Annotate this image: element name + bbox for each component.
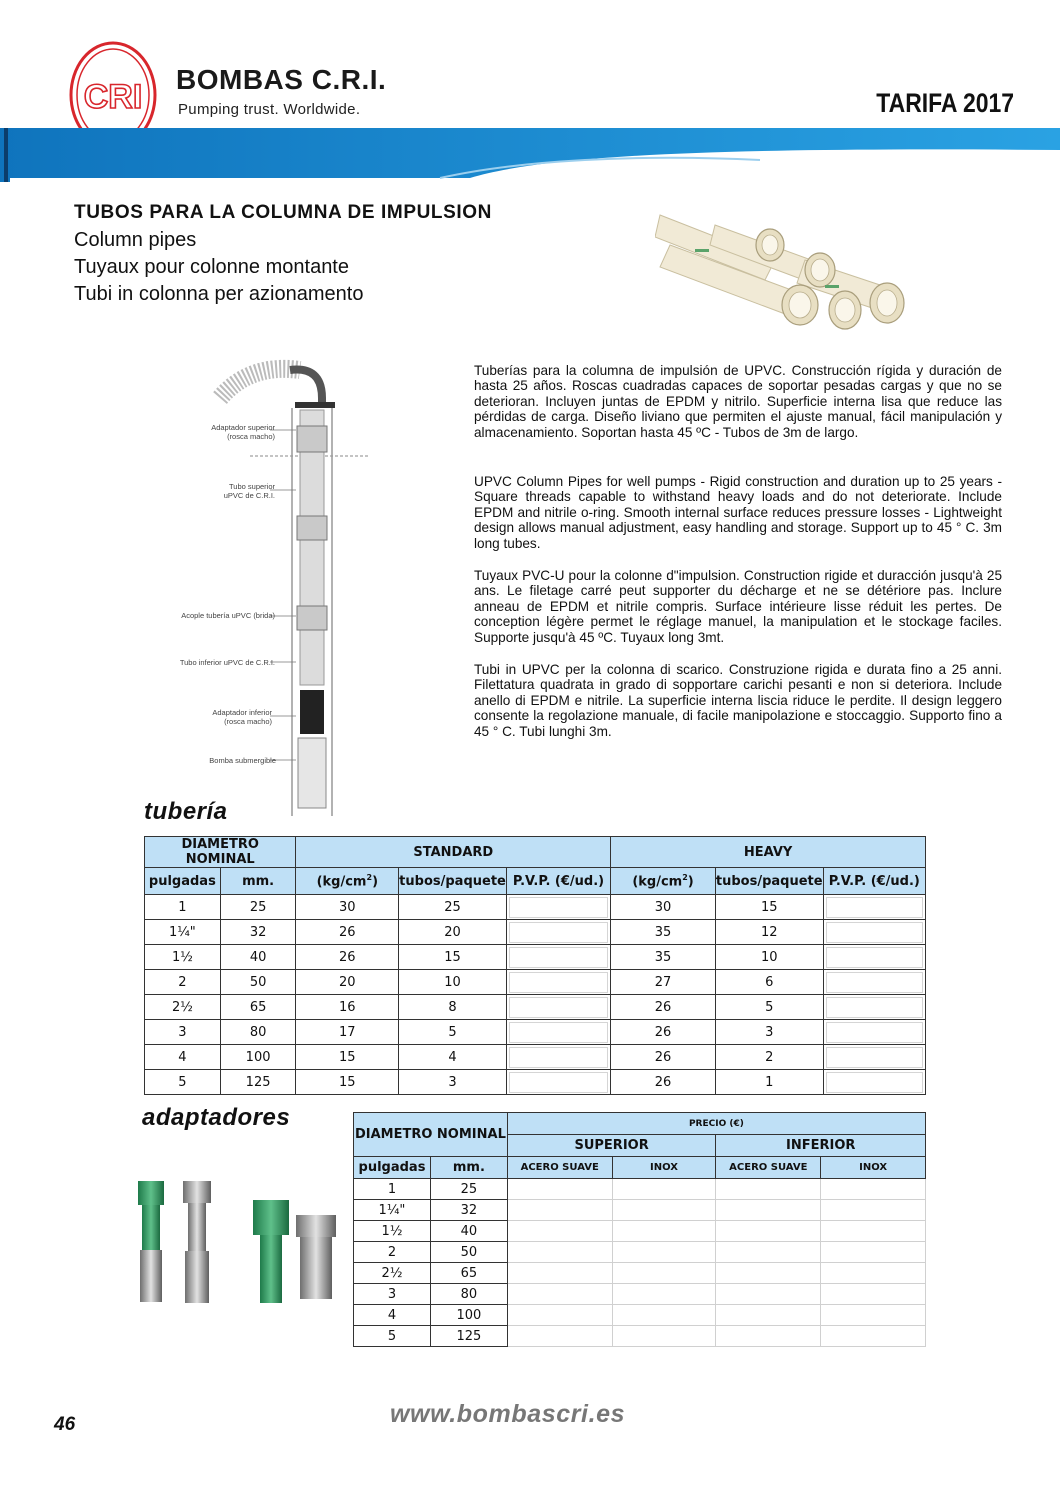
cell-std-kg: 20 xyxy=(296,970,399,995)
cell-std-pvp xyxy=(506,945,610,970)
cell-std-tubos: 3 xyxy=(399,1070,507,1095)
cell-std-pvp xyxy=(506,970,610,995)
label-tubo-inferior: Tubo inferior uPVC de C.R.I. xyxy=(179,658,275,667)
cell-price xyxy=(716,1326,821,1347)
pipes-photo xyxy=(655,205,905,345)
cell-price xyxy=(716,1179,821,1200)
cell-price xyxy=(716,1242,821,1263)
cell-pulgadas: 4 xyxy=(145,1045,221,1070)
cell-price xyxy=(612,1200,716,1221)
cell-pulgadas: 3 xyxy=(354,1284,431,1305)
cell-price xyxy=(716,1305,821,1326)
cell-hv-kg: 26 xyxy=(611,1020,716,1045)
cell-price xyxy=(821,1200,926,1221)
table-row xyxy=(354,1326,926,1347)
label-tubo-superior: Tubo superior uPVC de C.R.I. xyxy=(223,482,275,500)
cell-hv-kg: 27 xyxy=(611,970,716,995)
description-es: Tuberías para la columna de impulsión de UPVC. Construcción rígida y duración de hasta 25 años. Roscas cuadradas capaces de soportar pesadas cargas y que no se deterioran. Incluyen juntas de EPDM y nitrilo. Superficie interna lisa que reduce las pérdidas de carga. Diseño liviano que permiten el ajuste manual, fácil manipulación y almacenamiento. Soportan hasta 45 ºC - Tubos de 3m de largo. xyxy=(474,363,1002,440)
table-row xyxy=(145,920,926,945)
cell-mm: 65 xyxy=(220,995,296,1020)
header-hv-kg: $(kg/cm^2)$ xyxy=(611,868,716,895)
cell-hv-tubos: 5 xyxy=(715,995,823,1020)
cell-std-tubos: 5 xyxy=(399,1020,507,1045)
cell-hv-pvp xyxy=(823,1020,925,1045)
cell-pulgadas: 1¼" xyxy=(145,920,221,945)
cell-mm: 100 xyxy=(220,1045,296,1070)
cell-mm: 50 xyxy=(220,970,296,995)
tarifa-title: TARIFA 2017 xyxy=(876,88,1014,118)
cell-std-kg: 15 xyxy=(296,1070,399,1095)
cell-mm: 125 xyxy=(220,1070,296,1095)
cell-pulgadas: 1 xyxy=(354,1179,431,1200)
description-it: Tubi in UPVC per la colonna di scarico. Construzione rigida e durata fino a 25 anni. Filettatura quadrata in grado di sopportare carichi pesanti e non si deteriora. Include anello di EPDM e nitrile. La superficie interna liscia riduce le perdite. Il design leggero consente la regolazione manuale, di facile manipolazione e stoccaggio. Supporto fino a 45 ° C. Tubi lunghi 3m. xyxy=(474,662,1002,739)
cell-hv-kg: 35 xyxy=(611,945,716,970)
cell-mm: 32 xyxy=(220,920,296,945)
cell-mm: 40 xyxy=(430,1221,507,1242)
cell-price xyxy=(612,1305,716,1326)
cell-mm: 65 xyxy=(430,1263,507,1284)
cell-hv-tubos: 6 xyxy=(715,970,823,995)
cell-hv-pvp xyxy=(823,1070,925,1095)
header-inf-inox: INOX xyxy=(821,1157,926,1179)
cell-hv-tubos: 3 xyxy=(715,1020,823,1045)
cell-pulgadas: 2½ xyxy=(354,1263,431,1284)
description-fr: Tuyaux PVC-U pour la colonne d"impulsion. Construction rigide et duracción jusqu'à 25 ans. Le filetage carré peut supporter du décharge et ne se détériore pas. Inclure anneau de EPDM et nitrile compris. Surface intérieure lisse réduit les pertes. De conception légère permet le réglage manuel, la manipulation et le stockage faciles. Supporte jusqu'à 45 ºC. Tuyaux long 3mt. xyxy=(474,568,1002,645)
table-row xyxy=(354,1284,926,1305)
table-row xyxy=(354,1200,926,1221)
header-banner xyxy=(0,120,1060,190)
header-std-tubos: tubos/paquete xyxy=(399,868,507,895)
logo-text: CRI xyxy=(83,78,143,116)
header-std-pvp: P.V.P. (€/ud.) xyxy=(506,868,610,895)
header-diametro: DIAMETRO NOMINAL xyxy=(354,1113,508,1157)
cell-price xyxy=(716,1284,821,1305)
cell-price xyxy=(821,1284,926,1305)
cell-price xyxy=(716,1200,821,1221)
table-row xyxy=(145,1070,926,1095)
header-mm: mm. xyxy=(430,1157,507,1179)
cell-price xyxy=(612,1263,716,1284)
cell-price xyxy=(507,1242,612,1263)
label-adaptador-superior: Adaptador superior (rosca macho) xyxy=(211,423,275,441)
table-row xyxy=(354,1242,926,1263)
label-acople: Acople tubería uPVC (brida) xyxy=(181,611,275,620)
cell-hv-tubos: 15 xyxy=(715,895,823,920)
cell-mm: 40 xyxy=(220,945,296,970)
cell-price xyxy=(612,1179,716,1200)
title-fr: Tuyaux pour colonne montante xyxy=(74,256,349,278)
cell-hv-kg: 26 xyxy=(611,1070,716,1095)
cell-price xyxy=(612,1242,716,1263)
cell-hv-tubos: 1 xyxy=(715,1070,823,1095)
cell-std-kg: 15 xyxy=(296,1045,399,1070)
cell-price xyxy=(507,1179,612,1200)
tuberia-heading: tubería xyxy=(144,798,228,825)
cell-price xyxy=(507,1326,612,1347)
cell-pulgadas: 2½ xyxy=(145,995,221,1020)
section-title: TUBOS PARA LA COLUMNA DE IMPULSION xyxy=(74,202,492,223)
cell-std-tubos: 15 xyxy=(399,945,507,970)
cell-hv-pvp xyxy=(823,895,925,920)
table-row xyxy=(354,1221,926,1242)
cell-hv-kg: 35 xyxy=(611,920,716,945)
cell-std-pvp xyxy=(506,920,610,945)
label-adaptador-inferior: Adaptador inferior (rosca macho) xyxy=(212,708,272,726)
cell-price xyxy=(821,1242,926,1263)
cell-pulgadas: 5 xyxy=(145,1070,221,1095)
header-inferior: INFERIOR xyxy=(716,1135,926,1157)
table-row xyxy=(145,1045,926,1070)
cell-std-kg: 17 xyxy=(296,1020,399,1045)
header-heavy: HEAVY xyxy=(611,837,926,868)
cell-mm: 32 xyxy=(430,1200,507,1221)
cell-hv-pvp xyxy=(823,970,925,995)
cell-price xyxy=(821,1326,926,1347)
cell-pulgadas: 2 xyxy=(145,970,221,995)
cell-price xyxy=(821,1179,926,1200)
cell-std-tubos: 8 xyxy=(399,995,507,1020)
cell-pulgadas: 3 xyxy=(145,1020,221,1045)
header-pulgadas: pulgadas xyxy=(354,1157,431,1179)
header-hv-tubos: tubos/paquete xyxy=(715,868,823,895)
cell-std-pvp xyxy=(506,1045,610,1070)
cell-hv-tubos: 12 xyxy=(715,920,823,945)
header-mm: mm. xyxy=(220,868,296,895)
page-number: 46 xyxy=(54,1414,76,1435)
header-std-kg: $(kg/cm^2)$ xyxy=(296,868,399,895)
cell-price xyxy=(612,1221,716,1242)
cell-price xyxy=(507,1305,612,1326)
adapters-photo xyxy=(128,1175,348,1310)
cell-hv-pvp xyxy=(823,945,925,970)
cell-std-pvp xyxy=(506,995,610,1020)
cell-mm: 25 xyxy=(430,1179,507,1200)
header-inf-acero: ACERO SUAVE xyxy=(716,1157,821,1179)
table-row xyxy=(145,945,926,970)
header-hv-pvp: P.V.P. (€/ud.) xyxy=(823,868,925,895)
header-precio: PRECIO (€) xyxy=(507,1113,925,1135)
cell-mm: 100 xyxy=(430,1305,507,1326)
brand-slogan: Pumping trust. Worldwide. xyxy=(178,101,361,118)
cell-hv-kg: 26 xyxy=(611,1045,716,1070)
table-row xyxy=(354,1305,926,1326)
cell-hv-kg: 30 xyxy=(611,895,716,920)
website-link[interactable]: www.bombascri.es xyxy=(390,1400,626,1428)
cell-price xyxy=(612,1284,716,1305)
cell-hv-pvp xyxy=(823,920,925,945)
header-superior: SUPERIOR xyxy=(507,1135,716,1157)
table-row xyxy=(145,970,926,995)
cell-mm: 50 xyxy=(430,1242,507,1263)
cell-hv-tubos: 2 xyxy=(715,1045,823,1070)
cell-std-tubos: 20 xyxy=(399,920,507,945)
cell-std-tubos: 10 xyxy=(399,970,507,995)
cell-hv-kg: 26 xyxy=(611,995,716,1020)
cell-std-tubos: 4 xyxy=(399,1045,507,1070)
cell-std-pvp xyxy=(506,895,610,920)
cell-mm: 80 xyxy=(220,1020,296,1045)
header-sup-acero: ACERO SUAVE xyxy=(507,1157,612,1179)
cell-std-kg: 26 xyxy=(296,945,399,970)
cell-price xyxy=(716,1263,821,1284)
title-en: Column pipes xyxy=(74,229,197,251)
cell-hv-tubos: 10 xyxy=(715,945,823,970)
header-standard: STANDARD xyxy=(296,837,611,868)
adaptadores-heading: adaptadores xyxy=(142,1104,291,1131)
cell-std-kg: 30 xyxy=(296,895,399,920)
cell-std-kg: 26 xyxy=(296,920,399,945)
cell-std-kg: 16 xyxy=(296,995,399,1020)
cell-std-pvp xyxy=(506,1070,610,1095)
header-pulgadas: pulgadas xyxy=(145,868,221,895)
table-row xyxy=(145,995,926,1020)
cell-pulgadas: 1½ xyxy=(145,945,221,970)
title-it: Tubi in colonna per azionamento xyxy=(74,283,364,305)
cell-price xyxy=(821,1221,926,1242)
cell-price xyxy=(612,1326,716,1347)
table-row xyxy=(145,895,926,920)
cell-pulgadas: 1 xyxy=(145,895,221,920)
adaptadores-table xyxy=(353,1112,926,1347)
cell-pulgadas: 4 xyxy=(354,1305,431,1326)
cell-price xyxy=(821,1305,926,1326)
cell-price xyxy=(507,1263,612,1284)
cell-price xyxy=(507,1200,612,1221)
label-bomba: Bomba submergible xyxy=(209,756,276,765)
cell-std-tubos: 25 xyxy=(399,895,507,920)
table-row xyxy=(145,1020,926,1045)
cell-pulgadas: 5 xyxy=(354,1326,431,1347)
table-row xyxy=(354,1263,926,1284)
cell-mm: 80 xyxy=(430,1284,507,1305)
tuberia-table xyxy=(144,836,926,1095)
brand-name: BOMBAS C.R.I. xyxy=(176,64,387,95)
cell-pulgadas: 1¼" xyxy=(354,1200,431,1221)
cell-pulgadas: 2 xyxy=(354,1242,431,1263)
cell-hv-pvp xyxy=(823,1045,925,1070)
description-en: UPVC Column Pipes for well pumps - Rigid construction and duration up to 25 years - Square threads capable to withstand heavy loads and do not deteriorate. Include EPDM and nitrile o-ring. Smooth internal surface reduces pressure losses - Lightweight design allows manual adjustment, easy handling and storage. Support up to 45 ° C. 3m long tubes. xyxy=(474,474,1002,551)
cell-price xyxy=(716,1221,821,1242)
cell-mm: 25 xyxy=(220,895,296,920)
cell-price xyxy=(507,1221,612,1242)
cell-mm: 125 xyxy=(430,1326,507,1347)
cell-pulgadas: 1½ xyxy=(354,1221,431,1242)
header-sup-inox: INOX xyxy=(612,1157,716,1179)
cell-price xyxy=(507,1284,612,1305)
table-row xyxy=(354,1179,926,1200)
cell-hv-pvp xyxy=(823,995,925,1020)
cell-price xyxy=(821,1263,926,1284)
header-diametro: DIAMETRO NOMINAL xyxy=(145,837,296,868)
cell-std-pvp xyxy=(506,1020,610,1045)
